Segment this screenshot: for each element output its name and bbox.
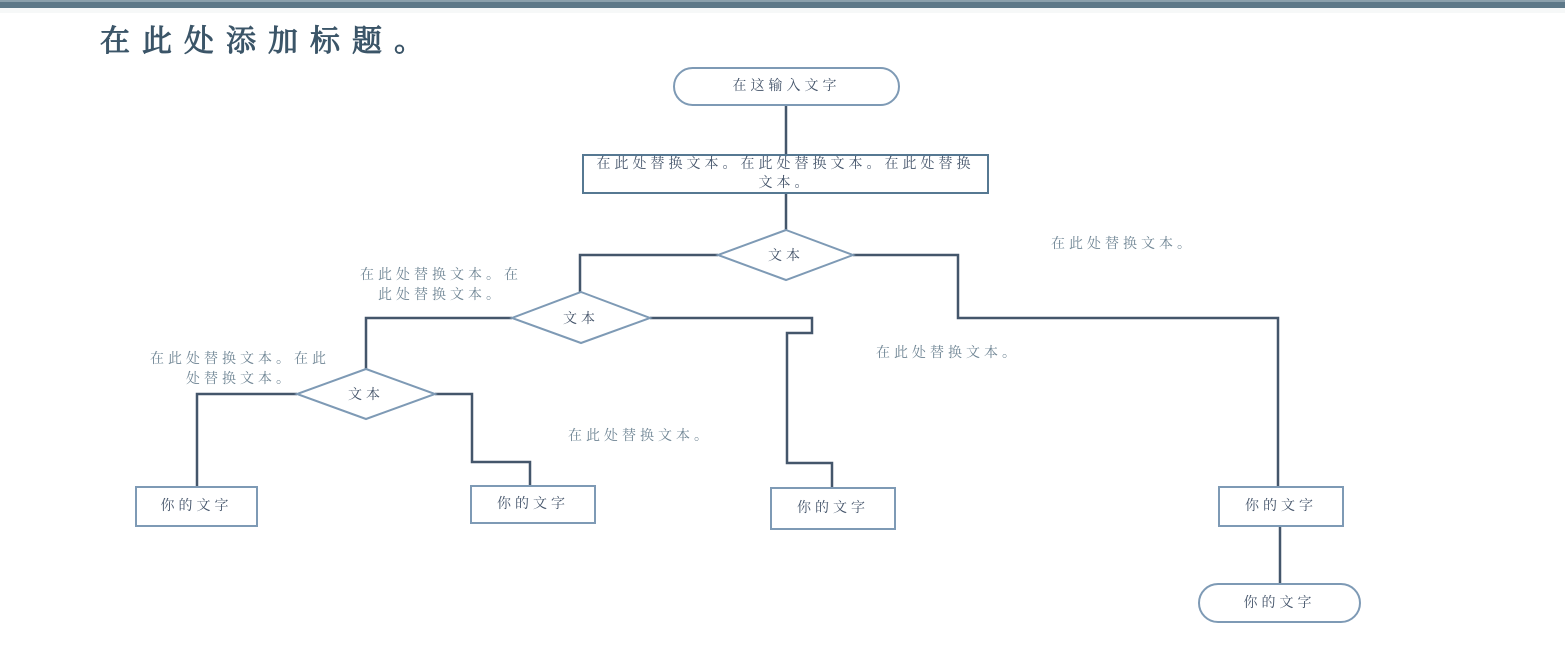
result4-node-label: 你的文字	[1245, 498, 1317, 514]
result4-node[interactable]	[1218, 486, 1344, 527]
result2-node[interactable]	[470, 485, 596, 524]
decision2-label[interactable]: 文本	[563, 311, 599, 327]
result2-node-label: 你的文字	[497, 496, 569, 512]
edge-label-decision3-left[interactable]: 在此处替换文本。在此处替换文本。	[150, 351, 330, 387]
edge-label-decision2-left[interactable]: 在此处替换文本。在此处替换文本。	[360, 267, 522, 303]
connector-decision3-result1[interactable]	[197, 394, 297, 486]
connector-decision1-result4[interactable]	[853, 255, 1278, 486]
decision1-label[interactable]: 文本	[768, 248, 804, 264]
connector-decision2-result3[interactable]	[650, 318, 832, 487]
start-node[interactable]	[673, 67, 900, 106]
diagram-title[interactable]: 在此处添加标题。	[100, 24, 436, 59]
connector-decision1-decision2[interactable]	[580, 255, 718, 292]
edge-label-decision2-right[interactable]: 在此处替换文本。	[876, 345, 1020, 361]
result3-node[interactable]	[770, 487, 896, 530]
end-node[interactable]	[1198, 583, 1361, 623]
result1-node[interactable]	[135, 486, 258, 527]
process-node-label: 在此处替换文本。在此处替换文本。在此处替换文本。	[596, 156, 975, 191]
end-node-label: 你的文字	[1243, 594, 1316, 611]
edge-label-decision1-right[interactable]: 在此处替换文本。	[1051, 236, 1195, 252]
decision3-label[interactable]: 文本	[348, 387, 384, 403]
result1-node-label: 你的文字	[160, 498, 233, 514]
connector-decision2-decision3[interactable]	[366, 318, 512, 369]
result3-node-label: 你的文字	[797, 500, 869, 516]
process-node[interactable]	[582, 154, 989, 194]
connector-decision3-result2[interactable]	[435, 394, 530, 485]
start-node-label: 在这输入文字	[732, 78, 841, 94]
edge-label-decision3-right[interactable]: 在此处替换文本。	[568, 428, 712, 444]
